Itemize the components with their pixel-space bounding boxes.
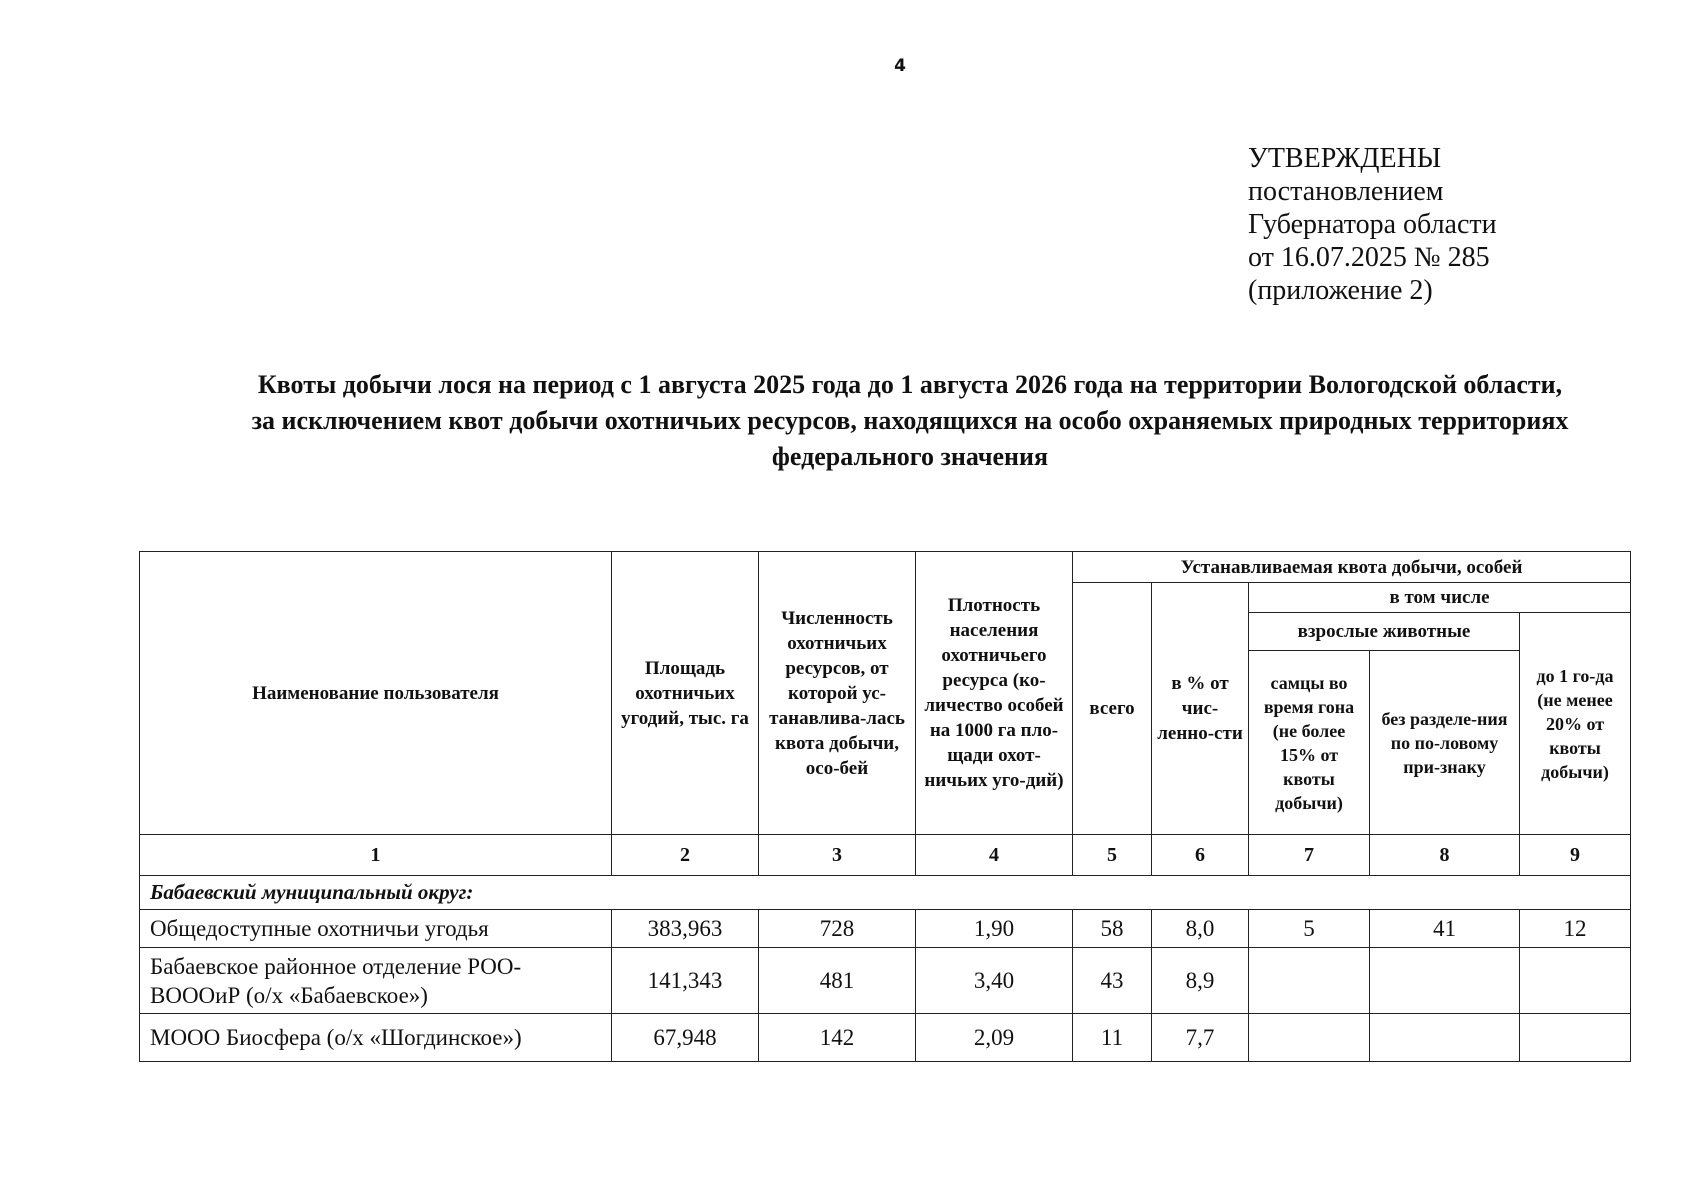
table-row <box>140 948 1631 1014</box>
title-line: федерального значения <box>771 442 1049 471</box>
quota-table <box>139 551 1631 1062</box>
section-label: Бабаевский муниципальный округ: <box>140 876 1631 910</box>
table-row <box>140 1014 1631 1062</box>
user-name: Бабаевское районное отделение РОО-ВОООиР (о/х «Бабаевское») <box>140 948 612 1014</box>
population-cell: 481 <box>759 948 916 1014</box>
quota-percent-cell: 8,0 <box>1152 910 1249 948</box>
area-cell: 141,343 <box>612 948 759 1014</box>
page-number: 4 <box>894 56 906 76</box>
header-males: самцы во время гона (не более 15% от квоты добычи) <box>1249 651 1370 835</box>
title-line: за исключением квот добычи охотничьих ресурсов, находящихся на особо охраняемых природных территориях <box>251 406 1569 435</box>
quota-total-cell: 11 <box>1073 1014 1152 1062</box>
header-population: Численность охотничьих ресурсов, от которой ус-танавлива-лась квота добычи, осо-бей <box>759 552 916 835</box>
title-line: Квоты добычи лося на период с 1 августа 2025 года до 1 августа 2026 года на территории Вологодской области, <box>257 370 1563 399</box>
header-percent: в % от чис-ленно-сти <box>1152 583 1249 835</box>
density-cell: 2,09 <box>916 1014 1073 1062</box>
males-cell <box>1249 1014 1370 1062</box>
header-area: Площадь охотничьих угодий, тыс. га <box>612 552 759 835</box>
no-sex-cell <box>1370 1014 1520 1062</box>
user-name: Общедоступные охотничьи угодья <box>140 910 612 948</box>
no-sex-cell <box>1370 948 1520 1014</box>
column-number: 3 <box>759 835 916 876</box>
approval-date: от 16.07.2025 № 285 <box>1248 242 1490 273</box>
column-number: 9 <box>1520 835 1631 876</box>
column-number-row <box>140 835 1631 876</box>
header-name: Наименование пользователя <box>140 552 612 835</box>
approval-line: Губернатора области <box>1248 209 1497 240</box>
approval-line: постановлением <box>1248 176 1444 207</box>
area-cell: 67,948 <box>612 1014 759 1062</box>
males-cell <box>1249 948 1370 1014</box>
quota-percent-cell: 7,7 <box>1152 1014 1249 1062</box>
column-number: 4 <box>916 835 1073 876</box>
header-no-sex: без разделе-ния по по-ловому при-знаку <box>1370 651 1520 835</box>
approval-appendix: (приложение 2) <box>1248 275 1433 306</box>
density-cell: 3,40 <box>916 948 1073 1014</box>
approval-heading: УТВЕРЖДЕНЫ <box>1248 143 1442 174</box>
section-row <box>140 876 1631 910</box>
quota-percent-cell: 8,9 <box>1152 948 1249 1014</box>
header-total: всего <box>1073 583 1152 835</box>
column-number: 5 <box>1073 835 1152 876</box>
document-title <box>130 367 1690 475</box>
header-density: Плотность населения охотничьего ресурса (ко-личество особей на 1000 га пло-щади охот-ничьих уго-дий) <box>916 552 1073 835</box>
no-sex-cell: 41 <box>1370 910 1520 948</box>
quota-total-cell: 43 <box>1073 948 1152 1014</box>
column-number: 2 <box>612 835 759 876</box>
population-cell: 728 <box>759 910 916 948</box>
young-cell <box>1520 1014 1631 1062</box>
header-adults: взрослые животные <box>1249 613 1520 651</box>
young-cell <box>1520 948 1631 1014</box>
area-cell: 383,963 <box>612 910 759 948</box>
density-cell: 1,90 <box>916 910 1073 948</box>
table-row <box>140 910 1631 948</box>
user-name: МООО Биосфера (о/х «Шогдинское») <box>140 1014 612 1062</box>
column-number: 1 <box>140 835 612 876</box>
approval-stamp <box>1248 142 1497 307</box>
males-cell: 5 <box>1249 910 1370 948</box>
column-number: 7 <box>1249 835 1370 876</box>
young-cell: 12 <box>1520 910 1631 948</box>
header-young: до 1 го-да (не менее 20% от квоты добычи) <box>1520 613 1631 835</box>
quota-total-cell: 58 <box>1073 910 1152 948</box>
population-cell: 142 <box>759 1014 916 1062</box>
header-quota-group: Устанавливаемая квота добычи, особей <box>1073 552 1631 583</box>
column-number: 6 <box>1152 835 1249 876</box>
column-number: 8 <box>1370 835 1520 876</box>
header-including: в том числе <box>1249 583 1631 613</box>
